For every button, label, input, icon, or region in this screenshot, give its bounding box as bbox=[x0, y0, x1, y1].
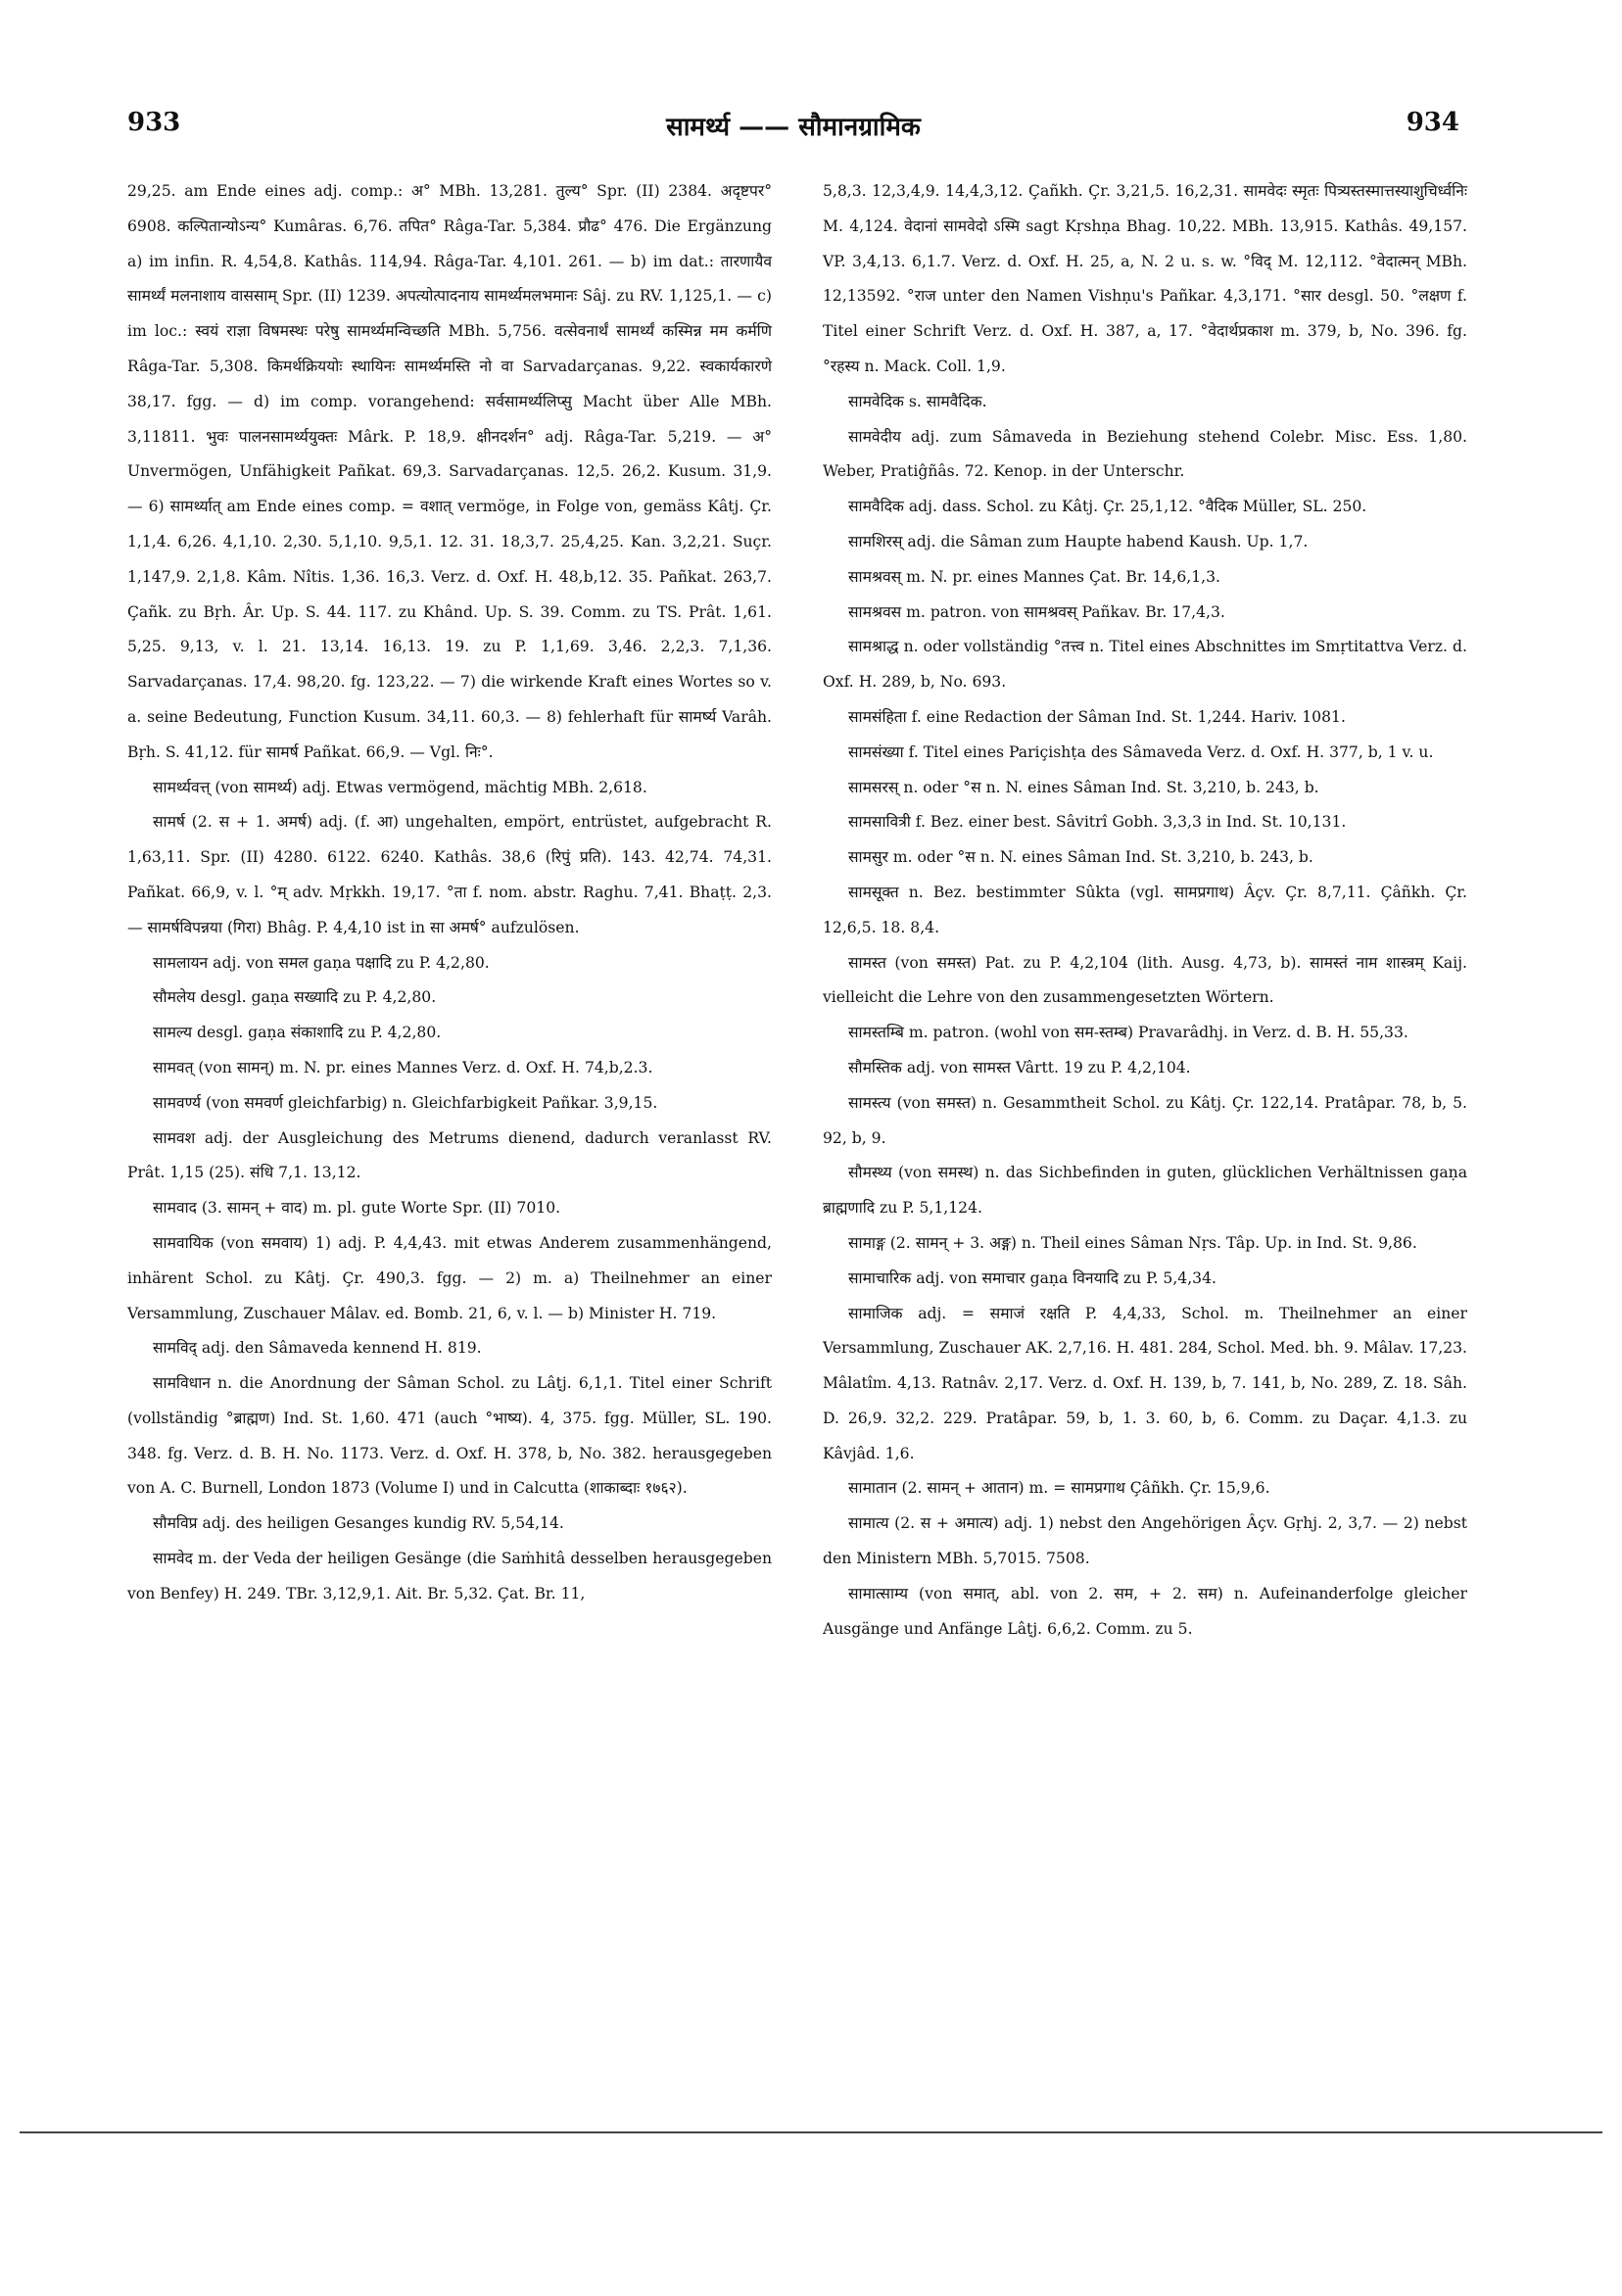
dictionary-entry: सामवश adj. der Ausgleichung des Metrums dienend, dadurch veranlasst RV. Prât. 1,15 (25). संधि 7,1. 13,12. bbox=[127, 1128, 772, 1182]
dictionary-entry: सामश्राद्ध n. oder vollständig °तत्त्व n. Titel eines Abschnittes im Smṛtitattva Verz. d. Oxf. H. 289, b, No. 693. bbox=[823, 638, 1467, 692]
dictionary-entry: सामर्ष (2. स + 1. अमर्ष) adj. (f. आ) ungehalten, empört, entrüstet, aufgebracht R. 1,63,11. Spr. (II) 4280. 6122. 6240. Kathâs. 38,6 (रिपुं प्रति). 143. 42,74. 74,31. Pañkat. 66,9, v. l. °म् adv. Mṛkkh. 19,17. °ता f. nom. abstr. Raghu. 7,41. Bhaṭṭ. 2,3. — सामर्षविपन्नया (गिरा) Bhâg. P. 4,4,10 ist in सा अमर्ष° aufzulösen. bbox=[127, 813, 772, 936]
page-header bbox=[127, 108, 1459, 147]
left-column bbox=[127, 174, 772, 1612]
page-number-left: 933 bbox=[127, 108, 181, 137]
footer-rule bbox=[20, 2131, 1602, 2133]
page-number-right: 934 bbox=[1406, 108, 1459, 137]
dictionary-entry: सामवायिक (von समवाय) 1) adj. P. 4,4,43. mit etwas Anderem zusammenhängend, inhärent Schol. zu Kâtj. Çr. 490,3. fgg. — 2) m. a) Theilnehmer an einer Versammlung, Zuschauer Mâlav. ed. Bomb. 21, 6, v. l. — b) Minister H. 719. bbox=[127, 1233, 772, 1322]
dictionary-entry: सामसुर m. oder °स n. N. eines Sâman Ind. St. 3,210, b. 243, b. bbox=[848, 848, 1313, 867]
running-head: सामर्थ्य —— सौमानग्रामिक bbox=[666, 113, 921, 142]
dictionary-entry: सामलायन adj. von समल gaṇa पक्षादि zu P. 4,2,80. bbox=[153, 953, 490, 972]
dictionary-entry: सामवाद (3. सामन् + वाद) m. pl. gute Worte Spr. (II) 7010. bbox=[153, 1199, 561, 1218]
dictionary-entry: सामश्रवस् m. N. pr. eines Mannes Çat. Br. 14,6,1,3. bbox=[848, 567, 1220, 586]
dictionary-entry: सामात्साम्य (von समात्, abl. von 2. सम, + 2. सम) n. Aufeinanderfolge gleicher Ausgänge und Anfänge Lâṭj. 6,6,2. Comm. zu 5. bbox=[823, 1584, 1467, 1638]
dictionary-entry: सामसावित्री f. Bez. einer best. Sâvitrî Gobh. 3,3,3 in Ind. St. 10,131. bbox=[848, 813, 1347, 832]
dictionary-entry: सामसरस् n. oder °स n. N. eines Sâman Ind. St. 3,210, b. 243, b. bbox=[848, 778, 1319, 796]
dictionary-entry: सामस्त्य (von समस्त) n. Gesammtheit Schol. zu Kâtj. Çr. 122,14. Pratâpar. 78, b, 5. 92, b, 9. bbox=[823, 1093, 1467, 1147]
dictionary-entry: सामश्रवस m. patron. von सामश्रवस् Pañkav. Br. 17,4,3. bbox=[848, 602, 1225, 621]
dictionary-entry: सामवेदिक s. सामवैदिक. bbox=[848, 392, 987, 410]
dictionary-entry: सामाङ्ग (2. सामन् + 3. अङ्ग) n. Theil eines Sâman Nṛs. Tâp. Up. in Ind. St. 9,86. bbox=[848, 1233, 1417, 1252]
dictionary-entry: सामर्थ्यवत्त् (von सामर्थ्य) adj. Etwas vermögend, mächtig MBh. 2,618. bbox=[153, 778, 647, 796]
dictionary-entry: सामस्तम्बि m. patron. (wohl von सम-स्तम्ब) Pravarâdhj. in Verz. d. B. H. 55,33. bbox=[848, 1024, 1408, 1042]
dictionary-entry: सौमस्तिक adj. von सामस्त Vârtt. 19 zu P. 4,2,104. bbox=[848, 1058, 1191, 1076]
dictionary-entry: सामविद् adj. den Sâmaveda kennend H. 819. bbox=[153, 1339, 482, 1358]
dictionary-entry: सामवेद m. der Veda der heiligen Gesänge (die Saṁhitâ desselben herausgegeben von Benfey) H. 249. TBr. 3,12,9,1. Ait. Br. 5,32. Çat. Br. 11, bbox=[127, 1550, 772, 1602]
continuation-paragraph: 5,8,3. 12,3,4,9. 14,4,3,12. Çañkh. Çr. 3,21,5. 16,2,31. सामवेदः स्मृतः पित्र्यस्तस्मात्तस्याशुचिर्ध्वनिः M. 4,124. वेदानां सामवेदो ऽस्मि sagt Kṛshṇa Bhag. 10,22. MBh. 13,915. Kathâs. 49,157. VP. 3,4,13. 6,1.7. Verz. d. Oxf. H. 25, a, N. 2 u. s. w. °विद् M. 12,112. °वेदात्मन् MBh. 12,13592. °राज unter den Namen Vishṇu's Pañkar. 4,3,171. °सार desgl. 50. °लक्षण f. Titel einer Schrift Verz. d. Oxf. H. 387, a, 17. °वेदार्थप्रकाश m. 379, b, No. 396. fg. °रहस्य n. Mack. Coll. 1,9. bbox=[823, 182, 1467, 375]
dictionary-entry: सामस्त (von समस्त) Pat. zu P. 4,2,104 (lith. Ausg. 4,73, b). सामस्तं नाम शास्त्रम् Kaij. vielleicht die Lehre von den zusammengesetzten Wörtern. bbox=[823, 953, 1467, 1007]
dictionary-entry: सामवत् (von सामन्) m. N. pr. eines Mannes Verz. d. Oxf. H. 74,b,2.3. bbox=[153, 1058, 653, 1076]
dictionary-entry: सामाचारिक adj. von समाचार gaṇa विनयादि zu P. 5,4,34. bbox=[848, 1268, 1216, 1287]
continuation-paragraph: 29,25. am Ende eines adj. comp.: अ° MBh. 13,281. तुल्य° Spr. (II) 2384. अदृष्टपर° 6908. कल्पितान्योऽन्य° Kumâras. 6,76. तपित° Râga-Tar. 5,384. प्रौढ° 476. Die Ergänzung a) im infin. R. 4,54,8. Kathâs. 114,94. Râga-Tar. 4,101. 261. — b) im dat.: तारणायैव सामर्थ्यं मलनाशाय वाससाम् Spr. (II) 1239. अपत्योत्पादनाय सामर्थ्यमलभमानः Sâj. zu RV. 1,125,1. — c) im loc.: स्वयं राज्ञा विषमस्थः परेषु सामर्थ्यमन्विच्छति MBh. 5,756. वत्सेवनार्थं सामर्थ्यं कस्मिन्न मम कर्मणि Râga-Tar. 5,308. किमर्थक्रिययोः स्थायिनः सामर्थ्यमस्ति नो वा Sarvadarçanas. 9,22. स्वकार्यकारणे 38,17. fgg. — d) im comp. vorangehend: सर्वसामर्थ्यलिप्सु Macht über Alle MBh. 3,11811. भुवः पालनसामर्थ्ययुक्तः Mârk. P. 18,9. क्षीनदर्शन° adj. Râga-Tar. 5,219. — अ° Unvermögen, Unfähigkeit Pañkat. 69,3. Sarvadarçanas. 12,5. 26,2. Kusum. 31,9. — 6) सामर्थ्यात् am Ende eines comp. = वशात् vermöge, in Folge von, gemäss Kâtj. Çr. 1,1,4. 6,26. 4,1,10. 2,30. 5,1,10. 9,5,1. 12. 31. 18,3,7. 25,4,25. Kan. 3,2,21. Suçr. 1,147,9. 2,1,8. Kâm. Nîtis. 1,36. 16,3. Verz. d. Oxf. H. 48,b,12. 35. Pañkat. 263,7. Çañk. zu Bṛh. Âr. Up. S. 44. 117. zu Khând. Up. S. 39. Comm. zu TS. Prât. 1,61. 5,25. 9,13, v. l. 21. 13,14. 16,13. 19. zu P. 1,1,69. 3,46. 2,2,3. 7,1,36. Sarvadarçanas. 17,4. 98,20. fg. 123,22. — 7) die wirkende Kraft eines Wortes so v. a. seine Bedeutung, Function Kusum. 34,11. 60,3. — 8) fehlerhaft für सामर्ष्य Varâh. Bṛh. S. 41,12. für सामर्ष Pañkat. 66,9. — Vgl. निः°. bbox=[127, 182, 772, 761]
dictionary-entry: सामवैदिक adj. dass. Schol. zu Kâtj. Çr. 25,1,12. °वैदिक Müller, SL. 250. bbox=[848, 498, 1367, 516]
dictionary-entry: सामातान (2. सामन् + आतान) m. = सामप्रगाथ Çâñkh. Çr. 15,9,6. bbox=[848, 1479, 1270, 1498]
dictionary-entry: सामवेदीय adj. zum Sâmaveda in Beziehung stehend Colebr. Misc. Ess. 1,80. Weber, Pratiĝñâs. 72. Kenop. in der Unterschr. bbox=[823, 427, 1467, 481]
dictionary-entry: सामाजिक adj. = समाजं रक्षति P. 4,4,33, Schol. m. Theilnehmer an einer Versammlung, Zuschauer AK. 2,7,16. H. 481. 284, Schol. Med. bh. 9. Mâlav. 17,23. Mâlatîm. 4,13. Ratnâv. 2,17. Verz. d. Oxf. H. 139, b, 7. 141, b, No. 289, Z. 18. Sâh. D. 26,9. 32,2. 229. Pratâpar. 59, b, 1. 3. 60, b, 6. Comm. zu Daçar. 4,1.3. zu Kâvjâd. 1,6. bbox=[823, 1304, 1467, 1462]
dictionary-entry: सौमलेय desgl. gaṇa सख्यादि zu P. 4,2,80. bbox=[153, 988, 437, 1007]
dictionary-entry: सामसूक्त n. Bez. bestimmter Sûkta (vgl. सामप्रगाथ) Âçv. Çr. 8,7,11. Çâñkh. Çr. 12,6,5. 18. 8,4. bbox=[823, 883, 1467, 936]
dictionary-entry: सामात्य (2. स + अमात्य) adj. 1) nebst den Angehörigen Âçv. Gṛhj. 2, 3,7. — 2) nebst den Ministern MBh. 5,7015. 7508. bbox=[823, 1514, 1467, 1568]
dictionary-entry: सौमविप्र adj. des heiligen Gesanges kundig RV. 5,54,14. bbox=[153, 1514, 564, 1533]
dictionary-entry: सामल्य desgl. gaṇa संकाशादि zu P. 4,2,80. bbox=[153, 1024, 442, 1042]
right-column bbox=[823, 174, 1467, 1647]
dictionary-entry: सामशिरस् adj. die Sâman zum Haupte habend Kaush. Up. 1,7. bbox=[848, 532, 1309, 550]
dictionary-entry: सामविधान n. die Anordnung der Sâman Schol. zu Lâṭj. 6,1,1. Titel einer Schrift (vollständig °ब्राह्मण) Ind. St. 1,60. 471 (auch °भाष्य). 4, 375. fgg. Müller, SL. 190. 348. fg. Verz. d. B. H. No. 1173. Verz. d. Oxf. H. 378, b, No. 382. herausgegeben von A. C. Burnell, London 1873 (Volume I) und in Calcutta (शाकाब्दाः १७६२). bbox=[127, 1374, 772, 1498]
dictionary-entry: सामसंहिता f. eine Redaction der Sâman Ind. St. 1,244. Hariv. 1081. bbox=[848, 707, 1346, 726]
dictionary-entry: सामवर्ण्य (von समवर्ण gleichfarbig) n. Gleichfarbigkeit Pañkar. 3,9,15. bbox=[153, 1093, 658, 1112]
dictionary-entry: सौमस्थ्य (von समस्थ) n. das Sichbefinden in guten, glücklichen Verhältnissen gaṇa ब्राह्मणादि zu P. 5,1,124. bbox=[823, 1164, 1467, 1218]
dictionary-entry: सामसंख्या f. Titel eines Pariçishṭa des Sâmaveda Verz. d. Oxf. H. 377, b, 1 v. u. bbox=[848, 742, 1434, 761]
